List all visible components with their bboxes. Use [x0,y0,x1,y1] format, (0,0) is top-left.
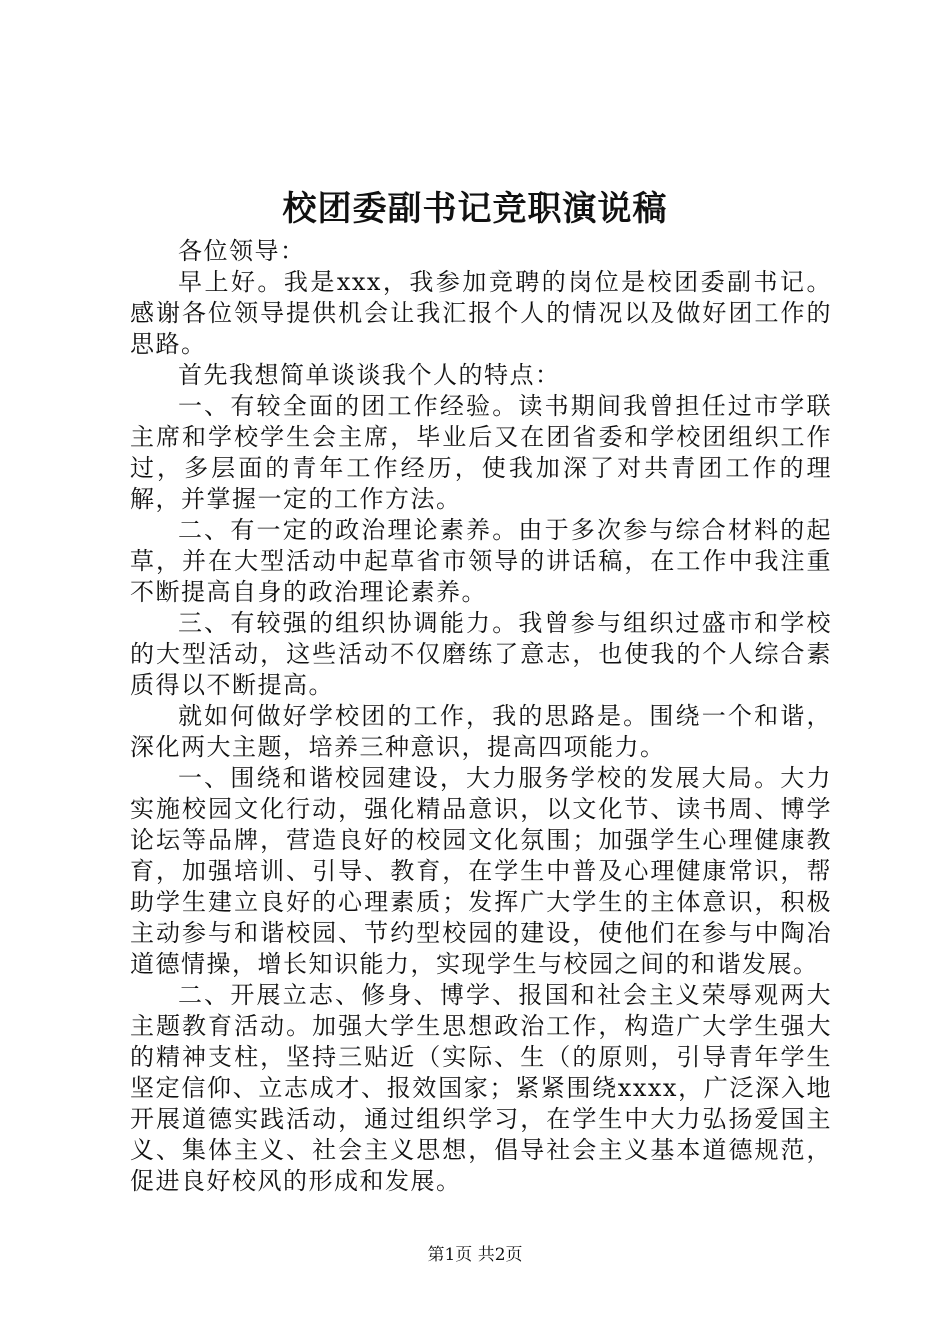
paragraph-theme-education: 二、开展立志、修身、博学、报国和社会主义荣辱观两大主题教育活动。加强大学生思想政治工作，构造广大学生强大的精神支柱，坚持三贴近（实际、生（的原则，引导青年学生坚定信仰、立志成才、报效国家；紧紧围绕xxxx，广泛深入地开展道德实践活动，通过组织学习，在学生中大力弘扬爱国主义、集体主义、社会主义思想，倡导社会主义基本道德规范，促进良好校风的形成和发展。 [130,981,832,1195]
paragraph-harmony-campus: 一、围绕和谐校园建设，大力服务学校的发展大局。大力实施校园文化行动，强化精品意识，以文化节、读书周、博学论坛等品牌，营造良好的校园文化氛围；加强学生心理健康教育，加强培训、引导、教育，在学生中普及心理健康常识，帮助学生建立良好的心理素质；发挥广大学生的主体意识，积极主动参与和谐校园、节约型校园的建设，使他们在参与中陶冶道德情操，增长知识能力，实现学生与校园之间的和谐发展。 [130,764,832,978]
document-body [130,236,832,1197]
document-title: 校团委副书记竞职演说稿 [282,189,668,229]
paragraph-characteristics-intro: 首先我想简单谈谈我个人的特点： [178,361,561,389]
paragraph-work-plan: 就如何做好学校团的工作，我的思路是。围绕一个和谐，深化两大主题，培养三种意识，提高四项能力。 [130,702,832,761]
paragraph-greeting: 各位领导： [178,237,306,265]
page-footer: 第1页 共2页 [427,1245,523,1265]
paragraph-experience: 一、有较全面的团工作经验。读书期间我曾担任过市学联主席和学校学生会主席，毕业后又在团省委和学校团组织工作过，多层面的青年工作经历，使我加深了对共青团工作的理解，并掌握一定的工作方法。 [130,392,832,513]
paragraph-coordination: 三、有较强的组织协调能力。我曾参与组织过盛市和学校的大型活动，这些活动不仅磨练了意志，也使我的个人综合素质得以不断提高。 [130,609,832,699]
paragraph-introduction: 早上好。我是xxx，我参加竞聘的岗位是校团委副书记。感谢各位领导提供机会让我汇报个人的情况以及做好团工作的思路。 [130,268,832,358]
paragraph-political-theory: 二、有一定的政治理论素养。由于多次参与综合材料的起草，并在大型活动中起草省市领导的讲话稿，在工作中我注重不断提高自身的政治理论素养。 [130,516,832,606]
